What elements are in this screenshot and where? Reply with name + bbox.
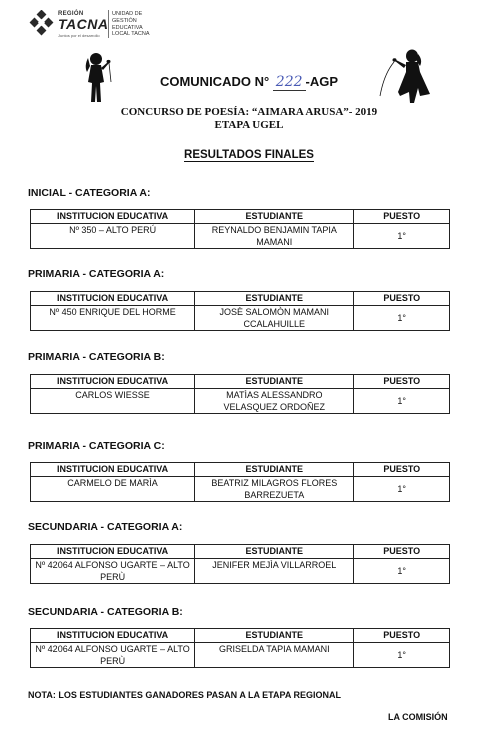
concurso-heading [0, 106, 498, 132]
unit-line: UNIDAD DE [112, 11, 143, 17]
comunicado-number: 222 [275, 74, 303, 90]
cell-institucion: Nº 350 – ALTO PERÚ [31, 224, 195, 249]
header-institucion: INSTITUCION EDUCATIVA [31, 463, 195, 477]
comunicado-suffix: -AGP [305, 74, 339, 89]
header-institucion: INSTITUCION EDUCATIVA [31, 545, 195, 559]
comunicado-title [0, 74, 498, 91]
header-estudiante: ESTUDIANTE [195, 545, 354, 559]
cell-institucion: CARMELO DE MARÌA [31, 477, 195, 502]
cell-puesto: 1° [354, 224, 450, 249]
cell-institucion: CARLOS WIESSE [31, 389, 195, 414]
results-table [30, 209, 450, 249]
header-puesto: PUESTO [354, 375, 450, 389]
section-title: PRIMARIA - CATEGORIA C: [28, 440, 165, 452]
nota-text: NOTA: LOS ESTUDIANTES GANADORES PASAN A LA ETAPA REGIONAL [28, 690, 342, 700]
header-estudiante: ESTUDIANTE [195, 292, 354, 306]
concurso-line1: CONCURSO DE POESÍA: “AIMARA ARUSA”- 2019 [120, 106, 378, 118]
cell-estudiante: JENIFER MEJÌA VILLARROEL [195, 559, 354, 584]
results-table [30, 544, 450, 584]
header-logo [28, 6, 178, 40]
table-row [31, 389, 450, 414]
unit-line: GESTIÓN [112, 17, 137, 24]
results-table [30, 628, 450, 668]
table-row [31, 559, 450, 584]
header-estudiante: ESTUDIANTE [195, 629, 354, 643]
signature-comision: LA COMISIÓN [388, 712, 448, 722]
section-title: PRIMARIA - CATEGORIA B: [28, 351, 165, 363]
header-institucion: INSTITUCION EDUCATIVA [31, 292, 195, 306]
comunicado-number-wrap [273, 74, 306, 91]
header-estudiante: ESTUDIANTE [195, 463, 354, 477]
logo-tagline: Juntos por el desarrollo [58, 33, 100, 38]
table-row [31, 224, 450, 249]
concurso-line2: ETAPA UGEL [214, 119, 284, 131]
unit-line: LOCAL TACNA [112, 31, 150, 38]
unit-name [112, 11, 150, 38]
table-header-row [31, 629, 450, 643]
resultados-title-text: RESULTADOS FINALES [184, 149, 314, 161]
header-puesto: PUESTO [354, 629, 450, 643]
header-puesto: PUESTO [354, 292, 450, 306]
cell-estudiante: GRISELDA TAPIA MAMANI [195, 643, 354, 668]
cell-institucion: Nº 450 ENRIQUE DEL HORME [31, 306, 195, 331]
header-estudiante: ESTUDIANTE [195, 375, 354, 389]
cell-estudiante: JOSÈ SALOMÒN MAMANI CCALAHUILLE [195, 306, 354, 331]
cell-puesto: 1° [354, 559, 450, 584]
table-header-row [31, 545, 450, 559]
header-puesto: PUESTO [354, 210, 450, 224]
region-tacna-logo-icon [28, 10, 56, 36]
table-row [31, 643, 450, 668]
header-puesto: PUESTO [354, 545, 450, 559]
unit-line: EDUCATIVA [112, 24, 143, 31]
results-table [30, 291, 450, 331]
logo-divider [108, 10, 109, 38]
cell-institucion: Nº 42064 ALFONSO UGARTE – ALTO PERÙ [31, 559, 195, 584]
results-table [30, 462, 450, 502]
cell-estudiante: REYNALDO BENJAMIN TAPIA MAMANI [195, 224, 354, 249]
table-row [31, 306, 450, 331]
header-institucion: INSTITUCION EDUCATIVA [31, 375, 195, 389]
results-table [30, 374, 450, 414]
section-title: INICIAL - CATEGORIA A: [28, 187, 151, 199]
header-estudiante: ESTUDIANTE [195, 210, 354, 224]
section-title: PRIMARIA - CATEGORIA A: [28, 268, 165, 280]
resultados-title [0, 149, 498, 161]
table-row [31, 477, 450, 502]
cell-puesto: 1° [354, 306, 450, 331]
header-institucion: INSTITUCION EDUCATIVA [31, 629, 195, 643]
header-puesto: PUESTO [354, 463, 450, 477]
cell-puesto: 1° [354, 477, 450, 502]
table-header-row [31, 292, 450, 306]
section-title: SECUNDARIA - CATEGORIA B: [28, 606, 183, 618]
table-header-row [31, 210, 450, 224]
cell-estudiante: MATÌAS ALESSANDRO VELASQUEZ ORDOÑEZ [195, 389, 354, 414]
cell-estudiante: BEATRIZ MILAGROS FLORES BARREZUETA [195, 477, 354, 502]
table-header-row [31, 375, 450, 389]
cell-puesto: 1° [354, 389, 450, 414]
logo-name-text: TACNA [58, 16, 109, 32]
cell-puesto: 1° [354, 643, 450, 668]
section-title: SECUNDARIA - CATEGORIA A: [28, 521, 183, 533]
table-header-row [31, 463, 450, 477]
logo-region-text: REGIÓN [58, 11, 84, 17]
cell-institucion: Nº 42064 ALFONSO UGARTE – ALTO PERÙ [31, 643, 195, 668]
header-institucion: INSTITUCION EDUCATIVA [31, 210, 195, 224]
comunicado-prefix: COMUNICADO N° [159, 74, 270, 89]
